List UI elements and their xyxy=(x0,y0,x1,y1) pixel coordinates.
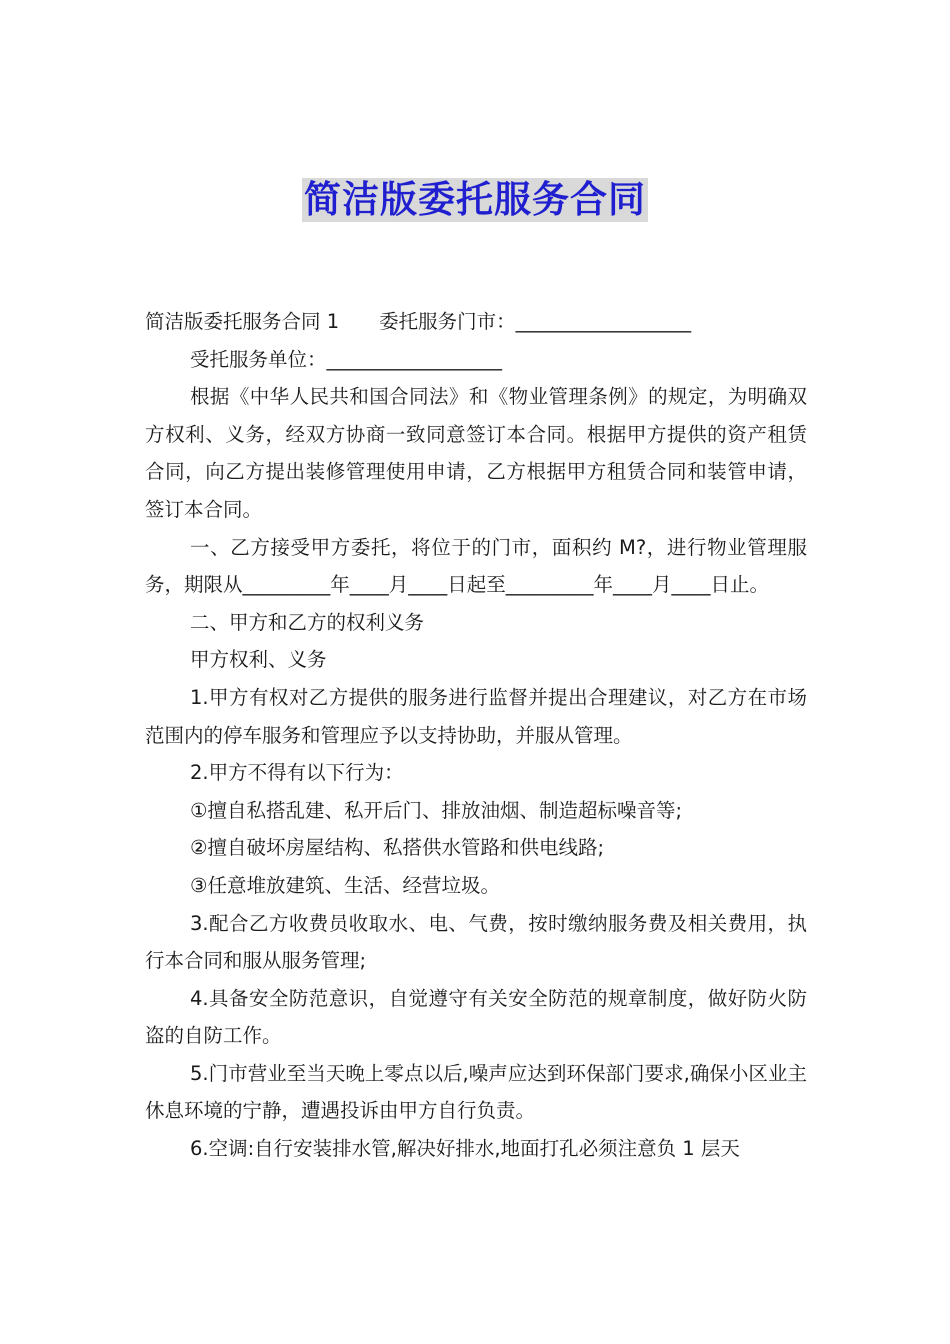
preamble-paragraph: 根据《中华人民共和国合同法》和《物业管理条例》的规定，为明确双方权利、义务，经双方协商一致同意签订本合同。根据甲方提供的资产租赁合同，向乙方提出装修管理使用申请，乙方根据甲方租赁合同和装管申请，签订本合同。 xyxy=(145,385,807,521)
contract-number-label: 简洁版委托服务合同 1 xyxy=(145,310,340,333)
party-a-item-5: 5.门市营业至当天晚上零点以后,噪声应达到环保部门要求,确保小区业主休息环境的宁静，遭遇投诉由甲方自行负责。 xyxy=(145,1061,807,1123)
trustee-unit-field: 受托服务单位：__________________ xyxy=(190,347,503,371)
prohibited-item-2: ②擅自破坏房屋结构、私搭供水管路和供电线路; xyxy=(190,836,605,860)
title-block xyxy=(0,178,950,222)
section-2-heading: 二、甲方和乙方的权利义务 xyxy=(190,610,425,634)
prohibited-item-1: ①擅自私搭乱建、私开后门、排放油烟、制造超标噪音等; xyxy=(190,798,683,822)
prohibited-item-3: ③任意堆放建筑、生活、经营垃圾。 xyxy=(190,873,500,897)
first-line xyxy=(145,303,807,341)
party-a-heading: 甲方权利、义务 xyxy=(190,648,327,672)
party-a-item-3: 3.配合乙方收费员收取水、电、气费，按时缴纳服务费及相关费用，执行本合同和服从服务管理; xyxy=(145,911,807,973)
party-a-item-2: 2.甲方不得有以下行为： xyxy=(190,761,404,785)
party-a-item-4: 4.具备安全防范意识，自觉遵守有关安全防范的规章制度，做好防火防盗的自防工作。 xyxy=(145,986,807,1048)
party-a-item-1: 1.甲方有权对乙方提供的服务进行监督并提出合理建议，对乙方在市场范围内的停车服务和管理应予以支持协助，并服从管理。 xyxy=(145,685,807,747)
clause-1-paragraph: 一、乙方接受甲方委托，将位于的门市，面积约 M?，进行物业管理服务，期限从_________年____月____日起至_________年____月____日止。 xyxy=(145,535,807,597)
document-title: 简洁版委托服务合同 xyxy=(304,178,646,221)
service-store-field: 委托服务门市：__________________ xyxy=(379,310,692,333)
party-a-item-6: 6.空调:自行安装排水管,解决好排水,地面打孔必须注意负 1 层天 xyxy=(190,1137,740,1161)
document-body xyxy=(145,303,807,1168)
